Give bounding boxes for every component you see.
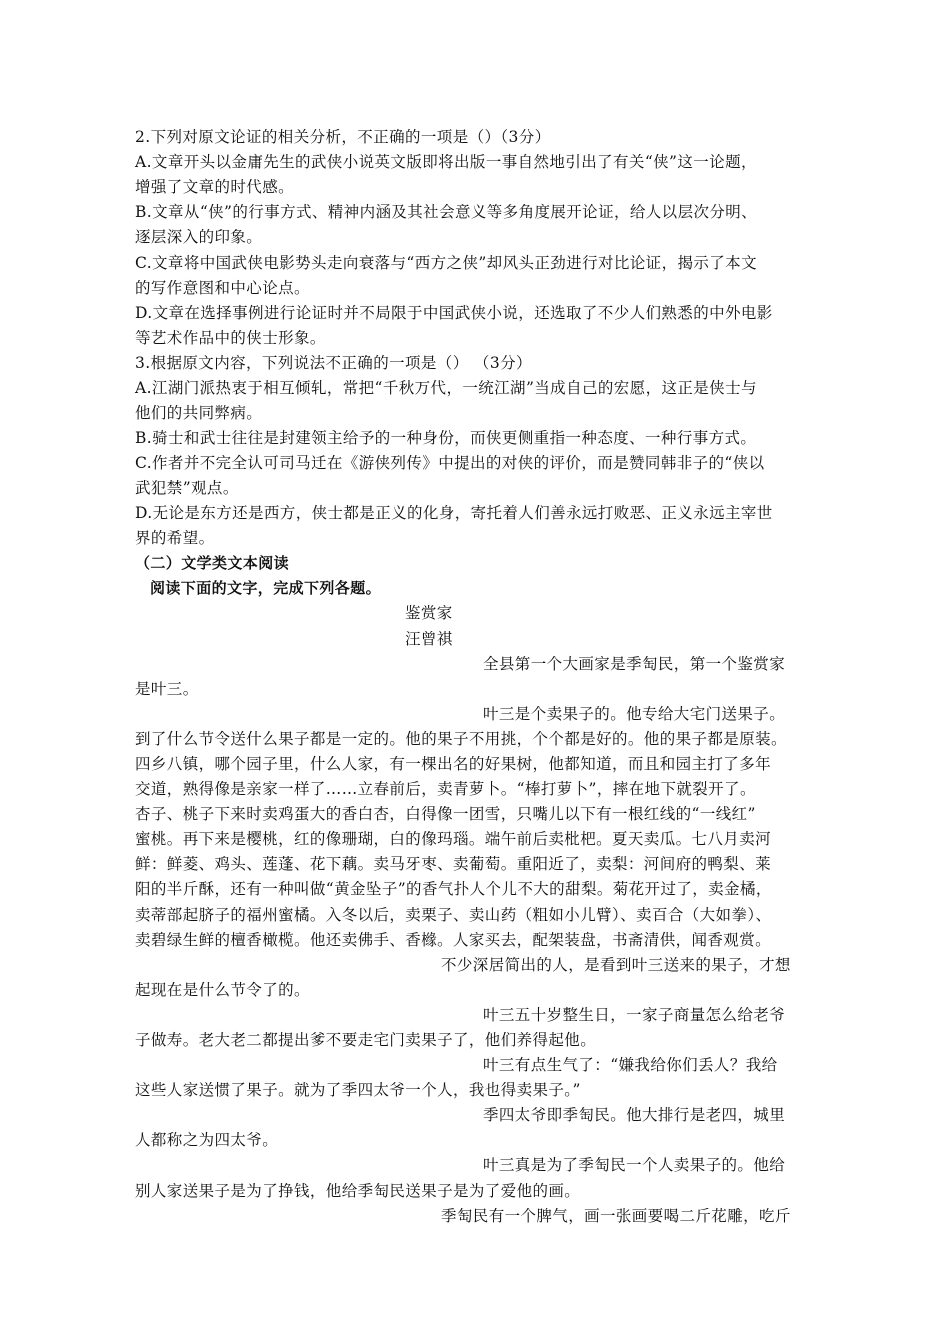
paragraph-5-line-2: 这些人家送惯了果子。就为了季四太爷一个人，我也得卖果子。”: [135, 1081, 581, 1099]
paragraph-3-line-1: 不少深居简出的人，是看到叶三送来的果子，才想: [441, 956, 791, 974]
paragraph-7-line-2: 别人家送果子是为了挣钱，他给季匋民送果子是为了爱他的画。: [135, 1182, 581, 1200]
story-author: 汪曾祺: [405, 630, 453, 648]
q3-option-c-cont: 武犯禁”观点。: [135, 479, 239, 497]
paragraph-1-line-1: 全县第一个大画家是季匋民，第一个鉴赏家: [483, 655, 786, 673]
section-instruction: 阅读下面的文字，完成下列各题。: [150, 579, 382, 597]
q3-option-b: B.骑士和武士往往是封建领主给予的一种身份，而侠更侧重指一种态度、一种行事方式。: [135, 429, 757, 447]
q3-option-a: A.江湖门派热衷于相互倾轧，常把“千秋万代，一统江湖”当成自己的宏愿，这正是侠士与: [135, 379, 757, 397]
paragraph-4-line-2: 子做寿。老大老二都提出爹不要走宅门卖果子了，他们养得起他。: [135, 1031, 597, 1049]
paragraph-5-line-1: 叶三有点生气了：“嫌我给你们丢人？我给: [483, 1056, 778, 1074]
q2-option-d: D.文章在选择事例进行论证时并不局限于中国武侠小说，还选取了不少人们熟悉的中外电影: [135, 304, 773, 322]
paragraph-2-line-3: 四乡八镇，哪个园子里，什么人家，有一棵出名的好果树，他都知道，而且和园主打了多年: [135, 755, 772, 773]
q3-option-d: D.无论是东方还是西方，侠士都是正义的化身，寄托着人们善永远打败恶、正义永远主宰世: [135, 504, 773, 522]
paragraph-7-line-1: 叶三真是为了季匋民一个人卖果子的。他给: [483, 1156, 786, 1174]
q2-option-c-cont: 的写作意图和中心论点。: [135, 279, 310, 297]
paragraph-2-line-5: 杏子、桃子下来时卖鸡蛋大的香白杏，白得像一团雪，只嘴儿以下有一根红线的“一线红”: [135, 805, 756, 823]
paragraph-6-line-1: 季四太爷即季匋民。他大排行是老四，城里: [483, 1106, 786, 1124]
paragraph-2-line-1: 叶三是个卖果子的。他专给大宅门送果子。: [483, 705, 786, 723]
paragraph-2-line-9: 卖蒂部起脐子的福州蜜橘。入冬以后，卖栗子、卖山药（粗如小儿臂）、卖百合（大如拳）、: [135, 906, 772, 924]
q2-option-b-cont: 逐层深入的印象。: [135, 228, 263, 246]
q3-option-c: C.作者并不完全认可司马迁在《游侠列传》中提出的对侠的评价，而是赞同韩非子的“侠以: [135, 454, 765, 472]
q3-stem: 3.根据原文内容，下列说法不正确的一项是（） （3分）: [135, 354, 532, 372]
q3-option-a-cont: 他们的共同弊病。: [135, 404, 263, 422]
paragraph-8-line-1: 季匋民有一个脾气，画一张画要喝二斤花雕，吃斤: [441, 1207, 791, 1225]
paragraph-2-line-6: 蜜桃。再下来是樱桃，红的像珊瑚，白的像玛瑙。端午前后卖枇杷。夏天卖瓜。七八月卖河: [135, 830, 772, 848]
paragraph-2-line-7: 鲜：鲜菱、鸡头、莲蓬、花下藕。卖马牙枣、卖葡萄。重阳近了，卖梨：河间府的鸭梨、莱: [135, 855, 772, 873]
q2-option-c: C.文章将中国武侠电影势头走向衰落与“西方之侠”却风头正劲进行对比论证，揭示了本文: [135, 254, 757, 272]
paragraph-4-line-1: 叶三五十岁整生日，一家子商量怎么给老爷: [483, 1006, 786, 1024]
paragraph-2-line-8: 阳的半斤酥，还有一种叫做“黄金坠子”的香气扑人个儿不大的甜梨。菊花开过了，卖金橘，: [135, 880, 772, 898]
paragraph-2-line-4: 交道，熟得像是亲家一样了……立春前后，卖青萝卜。“棒打萝卜”，摔在地下就裂开了。: [135, 780, 756, 798]
q2-option-a-cont: 增强了文章的时代感。: [135, 178, 295, 196]
story-title: 鉴赏家: [405, 604, 453, 622]
q2-option-b: B.文章从“侠”的行事方式、精神内涵及其社会意义等多角度展开论证，给人以层次分明、: [135, 203, 758, 221]
q2-stem: 2.下列对原文论证的相关分析，不正确的一项是（）（3分）: [135, 128, 551, 146]
paragraph-2-line-10: 卖碧绿生鲜的檀香橄榄。他还卖佛手、香橼。人家买去，配架装盘，书斋清供，闻香观赏。: [135, 931, 772, 949]
paragraph-3-line-2: 起现在是什么节令了的。: [135, 981, 310, 999]
section-heading: （二）文学类文本阅读: [135, 554, 290, 572]
q2-option-d-cont: 等艺术作品中的侠士形象。: [135, 329, 326, 347]
paragraph-6-line-2: 人都称之为四太爷。: [135, 1131, 279, 1149]
q2-option-a: A.文章开头以金庸先生的武侠小说英文版即将出版一事自然地引出了有关“侠”这一论题，: [135, 153, 757, 171]
paragraph-1-line-2: 是叶三。: [135, 680, 199, 698]
q3-option-d-cont: 界的希望。: [135, 529, 215, 547]
paragraph-2-line-2: 到了什么节令送什么果子都是一定的。他的果子不用挑，个个都是好的。他的果子都是原装。: [135, 730, 787, 748]
